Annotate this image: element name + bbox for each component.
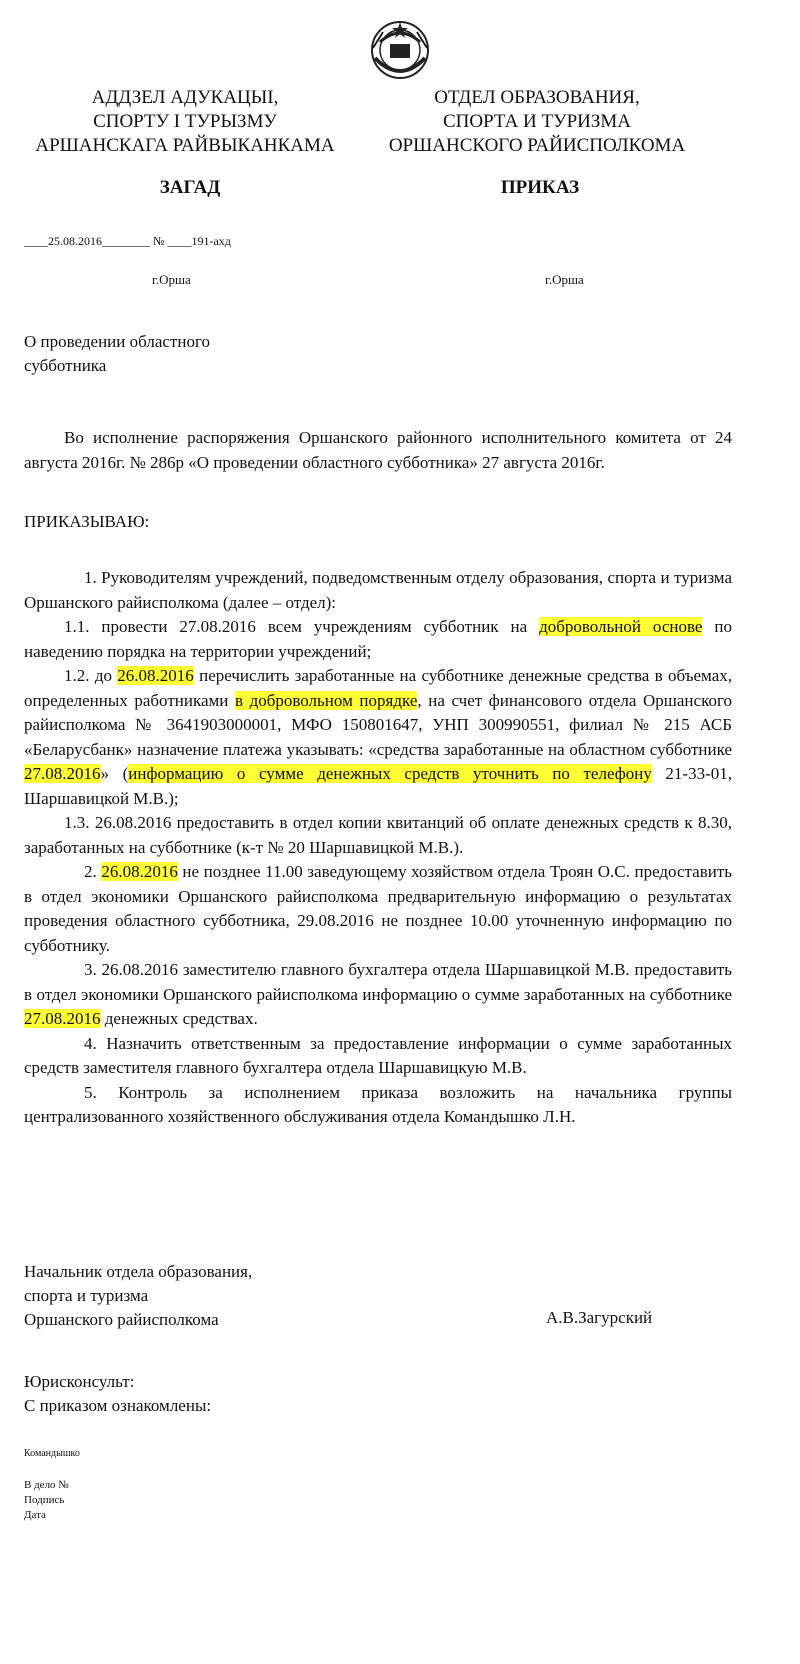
header-right-line1: ОТДЕЛ ОБРАЗОВАНИЯ,	[434, 87, 640, 108]
item-1-2-highlight-2: в добровольном порядке	[234, 690, 418, 710]
to-file-label: В дело №	[24, 1479, 69, 1491]
item-2-text-a: 2.	[84, 862, 102, 881]
city-left: г.Орша	[152, 272, 191, 287]
jurist-label: Юрисконсульт:	[24, 1372, 135, 1391]
header-left-line1: АДДЗЕЛ АДУКАЦЫI,	[91, 87, 279, 108]
date-number-line: ____25.08.2016________ № ____191-ахд	[24, 234, 231, 248]
item-1-2	[24, 664, 732, 811]
header-left-line3: АРШАНСКАГА РАЙВЫКАНКАМА	[35, 135, 335, 156]
doc-type-left: ЗАГАД	[159, 177, 221, 198]
signature-line1: Начальник отдела образования,	[24, 1262, 253, 1281]
item-1-2-text-e: 21-33-01, Шаршавицкой М.В.);	[24, 764, 732, 808]
item-1-1-text-a: 1.1. провести 27.08.2016 всем учреждениям субботник на	[64, 617, 540, 636]
signature-line2: спорта и туризма	[24, 1286, 149, 1305]
subject	[24, 330, 210, 378]
filing-block	[24, 1478, 69, 1523]
item-3-text-a: 3. 26.08.2016 заместителю главного бухгалтера отдела Шаршавицкой М.В. предоставить в отдел экономики Оршанского райисполкома информацию о сумме заработанных на субботнике	[24, 960, 732, 1004]
doc-type-right: ПРИКАЗ	[500, 177, 580, 198]
item-1-1	[24, 615, 732, 664]
item-1: 1. Руководителям учреждений, подведомственным отделу образования, спорта и туризма Оршанского райисполкома (далее – отдел):	[24, 568, 732, 612]
subject-line1: О проведении областного	[24, 332, 210, 351]
item-3-text-b: денежных средствах.	[100, 1009, 258, 1028]
item-1-2-text-d: » (	[100, 764, 129, 783]
item-2	[24, 860, 732, 958]
item-2-highlight: 26.08.2016	[101, 862, 178, 881]
header-right	[372, 86, 702, 158]
item-1-1-text-b: по наведению порядка на территории учреждений;	[24, 617, 732, 661]
state-emblem-icon	[363, 18, 437, 84]
signature-name: А.В.Загурский	[546, 1308, 653, 1327]
footer-block	[24, 1370, 211, 1418]
signature-block	[24, 1260, 252, 1332]
item-1-2-highlight-3: 27.08.2016	[24, 764, 101, 783]
sign-label: Подпись	[24, 1494, 65, 1506]
item-1-2-text-c: , на счет финансового отдела Оршанского райисполкома № 3641903000001, МФО 150801647, УНП 300990551, филиал № 215 АСБ «Беларусбанк» назначение платежа указывать: «средства заработанные на областном субботнике	[24, 690, 733, 759]
header-left-line2: СПОРТУ I ТУРЫЗМУ	[93, 111, 277, 132]
item-2-text-b: не позднее 11.00 заведующему хозяйством отдела Троян О.С. предоставить в отдел экономики Оршанского райисполкома предварительную информацию о результатах проведения областного субботника, 29.08.2016 не позднее 10.00 уточненную информацию по субботнику.	[24, 862, 732, 955]
header-right-line3: ОРШАНСКОГО РАЙИСПОЛКОМА	[388, 135, 686, 156]
city-right: г.Орша	[545, 272, 584, 287]
performer: Командышко	[24, 1448, 80, 1459]
preamble	[24, 426, 732, 475]
header-left	[20, 86, 350, 158]
item-1-1-highlight: добровольной основе	[539, 617, 703, 636]
item-1-2-highlight-1: 26.08.2016	[117, 666, 194, 685]
acquainted-label: С приказом ознакомлены:	[24, 1396, 212, 1415]
item-3	[24, 958, 732, 1032]
item-1-2-text-b: перечислить заработанные на субботнике денежные средства в объемах, определенных работниками	[24, 666, 732, 710]
item-3-highlight: 27.08.2016	[24, 1009, 101, 1028]
item-1-3: 1.3. 26.08.2016 предоставить в отдел копии квитанций об оплате денежных средств к 8.30, заработанных на субботнике (к-т № 20 Шаршавицкой М.В.).	[24, 813, 732, 857]
signature-line3: Оршанского райисполкома	[24, 1310, 219, 1329]
subject-line2: субботника	[24, 356, 107, 375]
item-5: 5. Контроль за исполнением приказа возложить на начальника группы централизованного хозяйственного обслуживания отдела Командышко Л.Н.	[24, 1082, 732, 1126]
item-1-2-text-a: 1.2. до	[64, 666, 118, 685]
item-1-2-highlight-4: информацию о сумме денежных средств уточнить по телефону	[128, 764, 652, 783]
order-word: ПРИКАЗЫВАЮ:	[24, 512, 150, 531]
date-label: Дата	[24, 1509, 46, 1521]
order-items	[24, 566, 732, 1130]
header-right-line2: СПОРТА И ТУРИЗМА	[443, 111, 631, 132]
preamble-text: Во исполнение распоряжения Оршанского районного исполнительного комитета от 24 августа 2016г. № 286р «О проведении областного субботника» 27 августа 2016г.	[24, 428, 732, 472]
item-4: 4. Назначить ответственным за предоставление информации о сумме заработанных средств заместителя главного бухгалтера отдела Шаршавицкую М.В.	[24, 1033, 732, 1077]
